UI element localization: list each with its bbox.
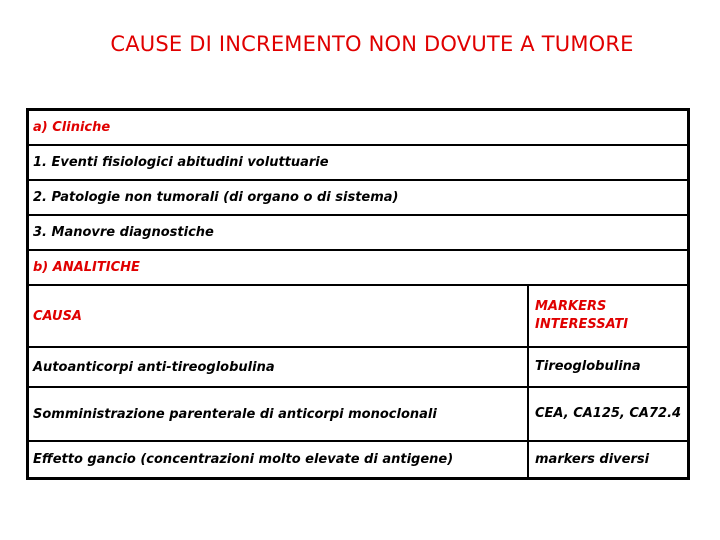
content-table	[26, 108, 690, 480]
table-row	[29, 386, 687, 440]
cell-causa: Effetto gancio (concentrazioni molto elevate di antigene)	[29, 442, 529, 477]
list-item	[29, 214, 687, 249]
table-row	[29, 440, 687, 477]
header-markers: MARKERS INTERESSATI	[535, 299, 629, 332]
list-item	[29, 179, 687, 214]
table-header-row	[29, 284, 687, 346]
section-b-row	[29, 249, 687, 284]
table-row	[29, 346, 687, 386]
page-title: CAUSE DI INCREMENTO NON DOVUTE A TUMORE	[110, 32, 634, 56]
section-b-label: b) ANALITICHE	[33, 260, 140, 275]
cell-markers: markers diversi	[535, 451, 650, 467]
section-a-label: a) Cliniche	[33, 120, 111, 135]
cell-causa: Somministrazione parenterale di anticorpi monoclonali	[29, 388, 529, 440]
list-item	[29, 144, 687, 179]
cell-causa: Autoanticorpi anti-tireoglobulina	[29, 348, 529, 386]
item-eventi-fisiologici: 1. Eventi fisiologici abitudini voluttuarie	[33, 155, 329, 170]
header-causa: CAUSA	[29, 286, 529, 346]
item-manovre: 3. Manovre diagnostiche	[33, 225, 214, 240]
cell-markers: CEA, CA125, CA72.4	[535, 406, 682, 421]
item-patologie: 2. Patologie non tumorali (di organo o di sistema)	[33, 190, 399, 205]
cell-markers: Tireoglobulina	[535, 359, 641, 374]
section-a-row	[29, 111, 687, 144]
